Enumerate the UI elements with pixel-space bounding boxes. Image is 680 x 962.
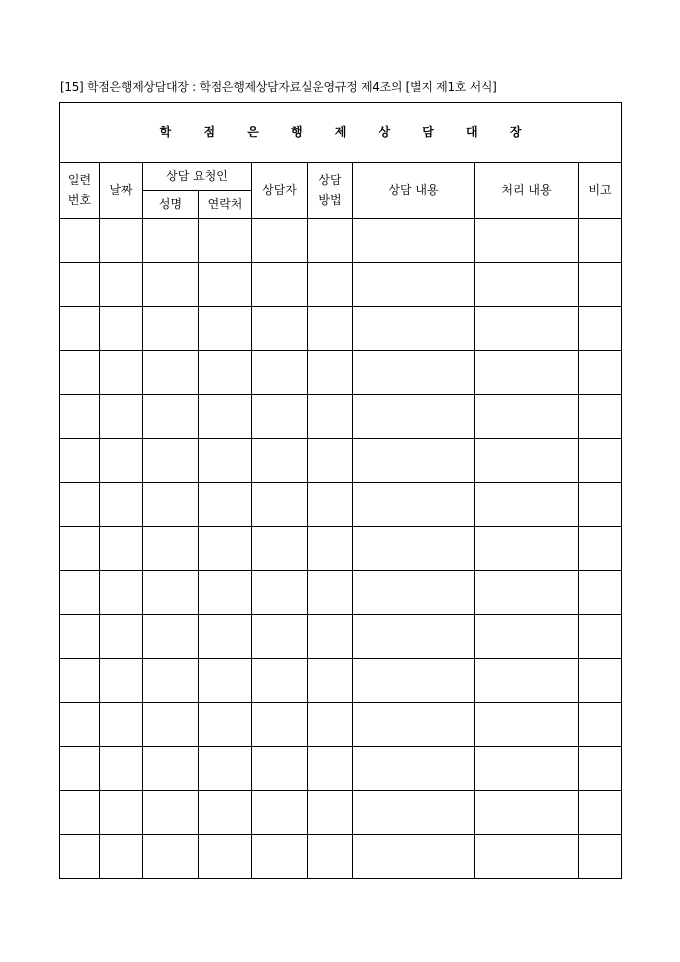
method-cell[interactable] xyxy=(308,615,353,659)
method-cell[interactable] xyxy=(308,307,353,351)
remarks-cell[interactable] xyxy=(579,219,622,263)
counselor-cell[interactable] xyxy=(252,659,308,703)
serial-cell[interactable] xyxy=(60,395,100,439)
name-cell[interactable] xyxy=(143,483,199,527)
name-cell[interactable] xyxy=(143,395,199,439)
header-remarks: 비고 xyxy=(579,163,622,219)
content-cell[interactable] xyxy=(353,483,475,527)
remarks-cell[interactable] xyxy=(579,835,622,879)
processing-cell[interactable] xyxy=(475,571,579,615)
header-requester-group: 상담 요청인 xyxy=(143,163,252,191)
content-cell[interactable] xyxy=(353,615,475,659)
header-row-1 xyxy=(60,163,622,191)
processing-cell[interactable] xyxy=(475,307,579,351)
counselor-cell[interactable] xyxy=(252,219,308,263)
counseling-ledger-table xyxy=(59,102,622,879)
header-method-line2: 방법 xyxy=(318,192,342,207)
counselor-cell[interactable] xyxy=(252,835,308,879)
processing-cell[interactable] xyxy=(475,263,579,307)
header-date: 날짜 xyxy=(100,163,143,219)
contact-cell[interactable] xyxy=(199,615,252,659)
table-row xyxy=(60,703,622,747)
serial-cell[interactable] xyxy=(60,615,100,659)
contact-cell[interactable] xyxy=(199,659,252,703)
date-cell[interactable] xyxy=(100,527,143,571)
serial-cell[interactable] xyxy=(60,527,100,571)
content-cell[interactable] xyxy=(353,571,475,615)
remarks-cell[interactable] xyxy=(579,527,622,571)
name-cell[interactable] xyxy=(143,791,199,835)
processing-cell[interactable] xyxy=(475,791,579,835)
processing-cell[interactable] xyxy=(475,439,579,483)
table-row xyxy=(60,439,622,483)
serial-cell[interactable] xyxy=(60,791,100,835)
date-cell[interactable] xyxy=(100,351,143,395)
remarks-cell[interactable] xyxy=(579,791,622,835)
date-cell[interactable] xyxy=(100,835,143,879)
contact-cell[interactable] xyxy=(199,835,252,879)
content-cell[interactable] xyxy=(353,791,475,835)
counselor-cell[interactable] xyxy=(252,263,308,307)
header-serial-line2: 번호 xyxy=(67,192,92,207)
date-cell[interactable] xyxy=(100,395,143,439)
table-row xyxy=(60,571,622,615)
remarks-cell[interactable] xyxy=(579,571,622,615)
table-row xyxy=(60,791,622,835)
remarks-cell[interactable] xyxy=(579,703,622,747)
table-row xyxy=(60,263,622,307)
processing-cell[interactable] xyxy=(475,835,579,879)
content-cell[interactable] xyxy=(353,395,475,439)
name-cell[interactable] xyxy=(143,219,199,263)
method-cell[interactable] xyxy=(308,483,353,527)
counselor-cell[interactable] xyxy=(252,571,308,615)
name-cell[interactable] xyxy=(143,659,199,703)
name-cell[interactable] xyxy=(143,439,199,483)
date-cell[interactable] xyxy=(100,703,143,747)
header-method xyxy=(308,163,353,219)
serial-cell[interactable] xyxy=(60,747,100,791)
date-cell[interactable] xyxy=(100,439,143,483)
method-cell[interactable] xyxy=(308,527,353,571)
table-row xyxy=(60,351,622,395)
contact-cell[interactable] xyxy=(199,307,252,351)
table-row xyxy=(60,615,622,659)
serial-cell[interactable] xyxy=(60,219,100,263)
contact-cell[interactable] xyxy=(199,219,252,263)
content-cell[interactable] xyxy=(353,351,475,395)
contact-cell[interactable] xyxy=(199,791,252,835)
date-cell[interactable] xyxy=(100,307,143,351)
form-title: 학 점 은 행 제 상 담 대 장 xyxy=(60,103,622,163)
serial-cell[interactable] xyxy=(60,703,100,747)
table-row xyxy=(60,307,622,351)
serial-cell[interactable] xyxy=(60,263,100,307)
counselor-cell[interactable] xyxy=(252,527,308,571)
serial-cell[interactable] xyxy=(60,439,100,483)
form-caption: [15] 학점은행제상담대장 : 학점은행제상담자료실운영규정 제4조의 [별지 제1호 서식] xyxy=(60,80,497,94)
date-cell[interactable] xyxy=(100,791,143,835)
date-cell[interactable] xyxy=(100,219,143,263)
contact-cell[interactable] xyxy=(199,527,252,571)
serial-cell[interactable] xyxy=(60,483,100,527)
date-cell[interactable] xyxy=(100,263,143,307)
name-cell[interactable] xyxy=(143,835,199,879)
method-cell[interactable] xyxy=(308,747,353,791)
method-cell[interactable] xyxy=(308,395,353,439)
contact-cell[interactable] xyxy=(199,703,252,747)
counselor-cell[interactable] xyxy=(252,395,308,439)
header-processing: 처리 내용 xyxy=(475,163,579,219)
method-cell[interactable] xyxy=(308,439,353,483)
content-cell[interactable] xyxy=(353,439,475,483)
method-cell[interactable] xyxy=(308,791,353,835)
method-cell[interactable] xyxy=(308,703,353,747)
serial-cell[interactable] xyxy=(60,659,100,703)
processing-cell[interactable] xyxy=(475,703,579,747)
counselor-cell[interactable] xyxy=(252,615,308,659)
contact-cell[interactable] xyxy=(199,351,252,395)
remarks-cell[interactable] xyxy=(579,351,622,395)
counselor-cell[interactable] xyxy=(252,483,308,527)
counselor-cell[interactable] xyxy=(252,439,308,483)
table-row xyxy=(60,747,622,791)
contact-cell[interactable] xyxy=(199,439,252,483)
processing-cell[interactable] xyxy=(475,219,579,263)
table-row xyxy=(60,483,622,527)
content-cell[interactable] xyxy=(353,703,475,747)
table-row xyxy=(60,219,622,263)
date-cell[interactable] xyxy=(100,747,143,791)
remarks-cell[interactable] xyxy=(579,263,622,307)
date-cell[interactable] xyxy=(100,571,143,615)
method-cell[interactable] xyxy=(308,219,353,263)
date-cell[interactable] xyxy=(100,615,143,659)
method-cell[interactable] xyxy=(308,263,353,307)
table-row xyxy=(60,395,622,439)
header-requester-contact: 연락처 xyxy=(199,191,252,219)
name-cell[interactable] xyxy=(143,747,199,791)
remarks-cell[interactable] xyxy=(579,659,622,703)
title-row xyxy=(60,103,622,163)
processing-cell[interactable] xyxy=(475,615,579,659)
method-cell[interactable] xyxy=(308,659,353,703)
remarks-cell[interactable] xyxy=(579,615,622,659)
header-method-line1: 상담 xyxy=(318,173,342,188)
name-cell[interactable] xyxy=(143,703,199,747)
content-cell[interactable] xyxy=(353,219,475,263)
processing-cell[interactable] xyxy=(475,527,579,571)
processing-cell[interactable] xyxy=(475,747,579,791)
serial-cell[interactable] xyxy=(60,835,100,879)
content-cell[interactable] xyxy=(353,307,475,351)
counselor-cell[interactable] xyxy=(252,703,308,747)
counselor-cell[interactable] xyxy=(252,307,308,351)
contact-cell[interactable] xyxy=(199,263,252,307)
table-row xyxy=(60,835,622,879)
contact-cell[interactable] xyxy=(199,483,252,527)
remarks-cell[interactable] xyxy=(579,307,622,351)
remarks-cell[interactable] xyxy=(579,747,622,791)
name-cell[interactable] xyxy=(143,615,199,659)
name-cell[interactable] xyxy=(143,307,199,351)
remarks-cell[interactable] xyxy=(579,439,622,483)
header-counselor: 상담자 xyxy=(252,163,308,219)
counselor-cell[interactable] xyxy=(252,351,308,395)
method-cell[interactable] xyxy=(308,835,353,879)
content-cell[interactable] xyxy=(353,263,475,307)
counselor-cell[interactable] xyxy=(252,747,308,791)
header-serial-line1: 일련 xyxy=(67,173,92,188)
processing-cell[interactable] xyxy=(475,483,579,527)
method-cell[interactable] xyxy=(308,351,353,395)
name-cell[interactable] xyxy=(143,527,199,571)
content-cell[interactable] xyxy=(353,835,475,879)
processing-cell[interactable] xyxy=(475,395,579,439)
content-cell[interactable] xyxy=(353,659,475,703)
contact-cell[interactable] xyxy=(199,747,252,791)
serial-cell[interactable] xyxy=(60,351,100,395)
content-cell[interactable] xyxy=(353,747,475,791)
content-cell[interactable] xyxy=(353,527,475,571)
serial-cell[interactable] xyxy=(60,307,100,351)
serial-cell[interactable] xyxy=(60,571,100,615)
name-cell[interactable] xyxy=(143,571,199,615)
contact-cell[interactable] xyxy=(199,395,252,439)
processing-cell[interactable] xyxy=(475,659,579,703)
counselor-cell[interactable] xyxy=(252,791,308,835)
name-cell[interactable] xyxy=(143,263,199,307)
header-content: 상담 내용 xyxy=(353,163,475,219)
name-cell[interactable] xyxy=(143,351,199,395)
table-row xyxy=(60,527,622,571)
table-row xyxy=(60,659,622,703)
method-cell[interactable] xyxy=(308,571,353,615)
header-requester-name: 성명 xyxy=(143,191,199,219)
header-serial-number xyxy=(60,163,100,219)
contact-cell[interactable] xyxy=(199,571,252,615)
date-cell[interactable] xyxy=(100,483,143,527)
processing-cell[interactable] xyxy=(475,351,579,395)
date-cell[interactable] xyxy=(100,659,143,703)
remarks-cell[interactable] xyxy=(579,395,622,439)
remarks-cell[interactable] xyxy=(579,483,622,527)
